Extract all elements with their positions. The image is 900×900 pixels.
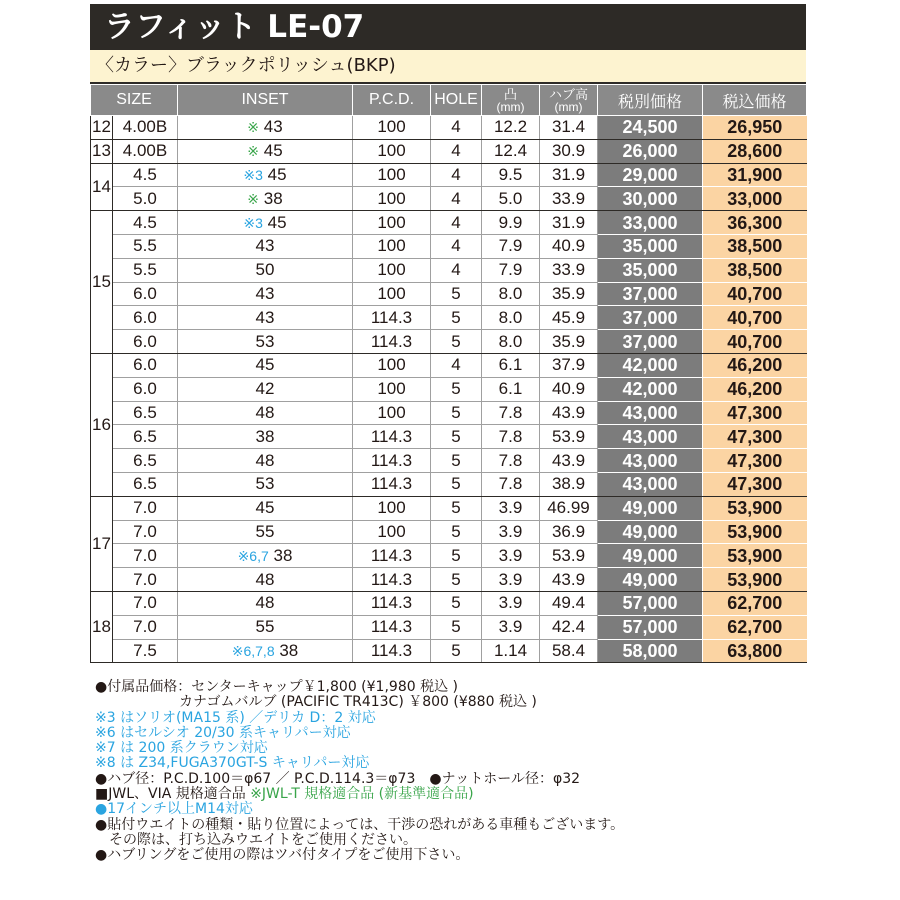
price-excl-cell: 35,000 [598, 234, 703, 258]
hole-cell: 5 [431, 568, 482, 592]
col-price-incl: 税込価格 [703, 85, 807, 116]
width-cell: 4.5 [113, 211, 178, 235]
size-cell: 17 [91, 496, 113, 591]
hub-height-cell: 43.9 [540, 449, 598, 473]
col-inset: INSET [178, 85, 353, 116]
hub-height-cell: 38.9 [540, 472, 598, 496]
price-incl-cell: 53,900 [703, 544, 807, 568]
pcd-cell: 100 [353, 234, 431, 258]
price-excl-cell: 49,000 [598, 568, 703, 592]
inset-value: 38 [273, 545, 293, 565]
table-row [91, 615, 807, 639]
size-cell: 16 [91, 353, 113, 496]
concave-cell: 9.5 [482, 163, 540, 187]
inset-cell [178, 187, 353, 211]
width-cell: 6.5 [113, 472, 178, 496]
price-excl-cell: 42,000 [598, 377, 703, 401]
concave-cell: 6.1 [482, 353, 540, 377]
concave-cell: 7.8 [482, 449, 540, 473]
hole-cell: 4 [431, 163, 482, 187]
inset-cell [178, 353, 353, 377]
col-concave [482, 85, 540, 116]
inset-value: 53 [255, 474, 275, 494]
size-cell: 15 [91, 211, 113, 354]
pcd-cell: 100 [353, 187, 431, 211]
table-row [91, 591, 807, 615]
hole-cell: 4 [431, 258, 482, 282]
inset-note-mark: ※3 [243, 166, 263, 183]
price-incl-cell: 40,700 [703, 330, 807, 354]
inset-cell [178, 472, 353, 496]
inset-value: 50 [255, 260, 275, 280]
table-header-row [91, 85, 807, 116]
inset-value: 45 [267, 164, 287, 184]
table-row [91, 377, 807, 401]
table-row [91, 234, 807, 258]
hub-height-cell: 40.9 [540, 234, 598, 258]
hole-cell: 5 [431, 306, 482, 330]
width-cell: 6.0 [113, 377, 178, 401]
pcd-cell: 100 [353, 258, 431, 282]
width-cell: 5.5 [113, 258, 178, 282]
pcd-cell: 100 [353, 377, 431, 401]
table-row [91, 639, 807, 663]
pcd-cell: 114.3 [353, 449, 431, 473]
pcd-cell: 114.3 [353, 330, 431, 354]
width-cell: 7.0 [113, 591, 178, 615]
hub-height-cell: 58.4 [540, 639, 598, 663]
concave-cell: 7.8 [482, 401, 540, 425]
inset-note-mark: ※ [247, 119, 260, 136]
concave-cell: 3.9 [482, 615, 540, 639]
inset-cell [178, 544, 353, 568]
hole-cell: 5 [431, 615, 482, 639]
price-incl-cell: 53,900 [703, 568, 807, 592]
note-8: ※8 は Z34,FUGA370GT-S キャリパー対応 [95, 755, 370, 772]
concave-cell: 5.0 [482, 187, 540, 211]
hub-height-cell: 42.4 [540, 615, 598, 639]
inset-value: 55 [255, 521, 275, 541]
price-excl-cell: 35,000 [598, 258, 703, 282]
hole-cell: 5 [431, 330, 482, 354]
concave-cell: 7.8 [482, 472, 540, 496]
concave-cell: 8.0 [482, 306, 540, 330]
price-incl-cell: 47,300 [703, 449, 807, 473]
inset-value: 43 [263, 117, 283, 137]
width-cell: 7.5 [113, 639, 178, 663]
note-accessory-1: ●付属品価格：センターキャップ￥1,800 (¥1,980 税込 ) [95, 679, 458, 695]
hub-height-cell: 33.9 [540, 258, 598, 282]
price-excl-cell: 33,000 [598, 211, 703, 235]
concave-cell: 8.0 [482, 282, 540, 306]
concave-cell: 3.9 [482, 544, 540, 568]
pcd-cell: 100 [353, 520, 431, 544]
hole-cell: 4 [431, 116, 482, 140]
hub-height-cell: 35.9 [540, 330, 598, 354]
inset-cell [178, 377, 353, 401]
inset-note-mark: ※3 [243, 214, 263, 231]
pcd-cell: 100 [353, 401, 431, 425]
price-incl-cell: 38,500 [703, 234, 807, 258]
width-cell: 6.0 [113, 330, 178, 354]
concave-cell: 1.14 [482, 639, 540, 663]
col-pcd: P.C.D. [353, 85, 431, 116]
inset-cell [178, 425, 353, 449]
table-row [91, 353, 807, 377]
col-price-excl: 税別価格 [598, 85, 703, 116]
size-cell: 18 [91, 591, 113, 662]
inset-cell [178, 496, 353, 520]
concave-cell: 7.9 [482, 234, 540, 258]
width-cell: 7.0 [113, 520, 178, 544]
size-cell: 14 [91, 163, 113, 211]
hub-height-cell: 46.99 [540, 496, 598, 520]
hole-cell: 5 [431, 401, 482, 425]
hole-cell: 4 [431, 211, 482, 235]
price-incl-cell: 47,300 [703, 401, 807, 425]
table-row [91, 472, 807, 496]
pcd-cell: 100 [353, 211, 431, 235]
table-row [91, 211, 807, 235]
width-cell: 6.5 [113, 425, 178, 449]
concave-cell: 8.0 [482, 330, 540, 354]
width-cell: 7.0 [113, 615, 178, 639]
table-row [91, 425, 807, 449]
price-incl-cell: 31,900 [703, 163, 807, 187]
inset-cell [178, 116, 353, 140]
price-excl-cell: 43,000 [598, 401, 703, 425]
width-cell: 6.5 [113, 449, 178, 473]
concave-cell: 3.9 [482, 568, 540, 592]
hub-height-cell: 53.9 [540, 425, 598, 449]
note-standard-a: ■JWL、VIA 規格適合品 [95, 786, 246, 803]
inset-cell [178, 520, 353, 544]
price-excl-cell: 37,000 [598, 330, 703, 354]
price-incl-cell: 40,700 [703, 282, 807, 306]
pcd-cell: 100 [353, 139, 431, 163]
notes [95, 680, 885, 864]
hole-cell: 5 [431, 449, 482, 473]
table-row [91, 330, 807, 354]
inset-cell [178, 568, 353, 592]
inset-cell [178, 282, 353, 306]
pcd-cell: 100 [353, 496, 431, 520]
hub-height-cell: 35.9 [540, 282, 598, 306]
price-incl-cell: 47,300 [703, 425, 807, 449]
price-excl-cell: 24,500 [598, 116, 703, 140]
hole-cell: 5 [431, 520, 482, 544]
inset-value: 55 [255, 617, 275, 637]
hole-cell: 5 [431, 544, 482, 568]
inset-cell [178, 639, 353, 663]
hub-height-cell: 45.9 [540, 306, 598, 330]
col-hub-height [540, 85, 598, 116]
concave-cell: 12.2 [482, 116, 540, 140]
concave-cell: 3.9 [482, 591, 540, 615]
price-incl-cell: 53,900 [703, 520, 807, 544]
width-cell: 5.5 [113, 234, 178, 258]
hub-height-cell: 31.4 [540, 116, 598, 140]
size-cell: 12 [91, 116, 113, 140]
concave-symbol: 凸 [503, 86, 517, 102]
width-cell: 7.0 [113, 496, 178, 520]
table-row [91, 116, 807, 140]
inset-cell [178, 258, 353, 282]
hub-unit: (mm) [554, 99, 583, 114]
pcd-cell: 100 [353, 116, 431, 140]
inset-cell [178, 330, 353, 354]
pcd-cell: 114.3 [353, 591, 431, 615]
hole-cell: 4 [431, 187, 482, 211]
col-size: SIZE [91, 85, 178, 116]
pcd-cell: 100 [353, 353, 431, 377]
table-row [91, 544, 807, 568]
hole-cell: 5 [431, 425, 482, 449]
price-incl-cell: 38,500 [703, 258, 807, 282]
hole-cell: 4 [431, 353, 482, 377]
width-cell: 6.0 [113, 306, 178, 330]
pcd-cell: 114.3 [353, 306, 431, 330]
pcd-cell: 114.3 [353, 615, 431, 639]
hole-cell: 5 [431, 639, 482, 663]
hole-cell: 4 [431, 139, 482, 163]
inset-cell [178, 234, 353, 258]
inset-value: 45 [263, 141, 283, 161]
inset-value: 45 [255, 498, 275, 518]
width-cell: 7.0 [113, 544, 178, 568]
price-incl-cell: 36,300 [703, 211, 807, 235]
inset-value: 48 [255, 402, 275, 422]
table-row [91, 139, 807, 163]
concave-cell: 9.9 [482, 211, 540, 235]
hole-cell: 5 [431, 377, 482, 401]
price-excl-cell: 49,000 [598, 544, 703, 568]
note-3: ※3 はソリオ(MA15 系) ／デリカ D：2 対応 [95, 709, 376, 726]
color-label: 〈カラー〉ブラックポリッシュ(BKP) [90, 50, 806, 84]
inset-value: 48 [255, 569, 275, 589]
inset-value: 45 [255, 355, 275, 375]
pcd-cell: 114.3 [353, 544, 431, 568]
note-weight-2: その際は、打ち込みウエイトをご使用ください。 [109, 831, 417, 848]
price-incl-cell: 63,800 [703, 639, 807, 663]
table-row [91, 449, 807, 473]
inset-value: 38 [263, 188, 283, 208]
price-excl-cell: 26,000 [598, 139, 703, 163]
concave-unit: (mm) [496, 99, 525, 114]
price-incl-cell: 62,700 [703, 591, 807, 615]
concave-cell: 3.9 [482, 520, 540, 544]
price-excl-cell: 37,000 [598, 306, 703, 330]
inset-cell [178, 163, 353, 187]
note-weight-1: ●貼付ウエイトの種類・貼り位置によっては、干渉の恐れがある車種もございます。 [95, 816, 625, 833]
inset-value: 48 [255, 450, 275, 470]
width-cell: 4.00B [113, 116, 178, 140]
hub-height-cell: 31.9 [540, 211, 598, 235]
inset-value: 43 [255, 236, 275, 256]
price-excl-cell: 37,000 [598, 282, 703, 306]
note-standards [95, 787, 885, 802]
inset-cell [178, 449, 353, 473]
price-excl-cell: 42,000 [598, 353, 703, 377]
price-excl-cell: 43,000 [598, 472, 703, 496]
price-incl-cell: 53,900 [703, 496, 807, 520]
hub-height-cell: 30.9 [540, 139, 598, 163]
spec-table [90, 84, 807, 663]
width-cell: 4.00B [113, 139, 178, 163]
table-row [91, 520, 807, 544]
inset-note-mark: ※6,7,8 [231, 642, 275, 659]
price-incl-cell: 26,950 [703, 116, 807, 140]
note-7: ※7 は 200 系クラウン対応 [95, 740, 268, 757]
hub-height-cell: 49.4 [540, 591, 598, 615]
width-cell: 7.0 [113, 568, 178, 592]
width-cell: 6.5 [113, 401, 178, 425]
inset-note-mark: ※ [247, 143, 260, 160]
width-cell: 4.5 [113, 163, 178, 187]
price-incl-cell: 62,700 [703, 615, 807, 639]
note-m14: ●17インチ以上M14対応 [95, 801, 253, 818]
hub-height-cell: 33.9 [540, 187, 598, 211]
inset-note-mark: ※ [247, 190, 260, 207]
hub-height-cell: 43.9 [540, 401, 598, 425]
concave-cell: 7.9 [482, 258, 540, 282]
pcd-cell: 114.3 [353, 568, 431, 592]
inset-cell [178, 591, 353, 615]
table-row [91, 401, 807, 425]
table-row [91, 282, 807, 306]
hole-cell: 4 [431, 234, 482, 258]
concave-cell: 6.1 [482, 377, 540, 401]
inset-cell [178, 211, 353, 235]
note-6: ※6 はセルシオ 20/30 系キャリパー対応 [95, 724, 351, 741]
product-title: ラフィット LE-07 [90, 4, 806, 50]
table-row [91, 163, 807, 187]
hole-cell: 5 [431, 472, 482, 496]
pcd-cell: 114.3 [353, 639, 431, 663]
table-row [91, 568, 807, 592]
price-excl-cell: 49,000 [598, 520, 703, 544]
inset-value: 43 [255, 283, 275, 303]
price-excl-cell: 58,000 [598, 639, 703, 663]
note-hubring: ●ハブリングをご使用の際はツバ付タイプをご使用下さい。 [95, 847, 470, 864]
hole-cell: 5 [431, 591, 482, 615]
note-accessory-2: カナゴムバルブ (PACIFIC TR413C) ￥800 (¥880 税込 ) [179, 694, 537, 711]
inset-value: 43 [255, 307, 275, 327]
hub-height-cell: 31.9 [540, 163, 598, 187]
inset-value: 45 [267, 212, 287, 232]
width-cell: 6.0 [113, 353, 178, 377]
hole-cell: 5 [431, 496, 482, 520]
hub-height-cell: 36.9 [540, 520, 598, 544]
hub-height-cell: 43.9 [540, 568, 598, 592]
pcd-cell: 114.3 [353, 425, 431, 449]
price-incl-cell: 46,200 [703, 377, 807, 401]
price-excl-cell: 30,000 [598, 187, 703, 211]
hole-cell: 5 [431, 282, 482, 306]
concave-cell: 12.4 [482, 139, 540, 163]
inset-cell [178, 401, 353, 425]
price-excl-cell: 57,000 [598, 615, 703, 639]
note-hub-diameter: ●ハブ径：P.C.D.100＝φ67 ／ P.C.D.114.3＝φ73 ●ナットホール径：φ32 [95, 770, 581, 787]
table-body [91, 116, 807, 663]
inset-value: 53 [255, 331, 275, 351]
concave-cell: 3.9 [482, 496, 540, 520]
inset-cell [178, 139, 353, 163]
inset-value: 38 [255, 426, 275, 446]
price-excl-cell: 49,000 [598, 496, 703, 520]
table-row [91, 258, 807, 282]
note-standard-b: ※JWL-T 規格適合品 (新基準適合品) [250, 786, 474, 803]
inset-cell [178, 615, 353, 639]
price-excl-cell: 43,000 [598, 449, 703, 473]
price-incl-cell: 47,300 [703, 472, 807, 496]
hub-height-cell: 53.9 [540, 544, 598, 568]
table-row [91, 306, 807, 330]
price-incl-cell: 40,700 [703, 306, 807, 330]
price-incl-cell: 28,600 [703, 139, 807, 163]
width-cell: 5.0 [113, 187, 178, 211]
hub-height-cell: 40.9 [540, 377, 598, 401]
inset-cell [178, 306, 353, 330]
price-incl-cell: 46,200 [703, 353, 807, 377]
inset-note-mark: ※6,7 [237, 547, 269, 564]
inset-value: 38 [279, 640, 299, 660]
price-excl-cell: 43,000 [598, 425, 703, 449]
col-hole: HOLE [431, 85, 482, 116]
inset-value: 48 [255, 593, 275, 613]
pcd-cell: 100 [353, 163, 431, 187]
pcd-cell: 114.3 [353, 472, 431, 496]
price-excl-cell: 29,000 [598, 163, 703, 187]
hub-height-cell: 37.9 [540, 353, 598, 377]
width-cell: 6.0 [113, 282, 178, 306]
inset-value: 42 [255, 379, 275, 399]
table-row [91, 496, 807, 520]
concave-cell: 7.8 [482, 425, 540, 449]
size-cell: 13 [91, 139, 113, 163]
table-row [91, 187, 807, 211]
hub-label: ハブ高 [548, 86, 588, 102]
price-incl-cell: 33,000 [703, 187, 807, 211]
pcd-cell: 100 [353, 282, 431, 306]
price-excl-cell: 57,000 [598, 591, 703, 615]
